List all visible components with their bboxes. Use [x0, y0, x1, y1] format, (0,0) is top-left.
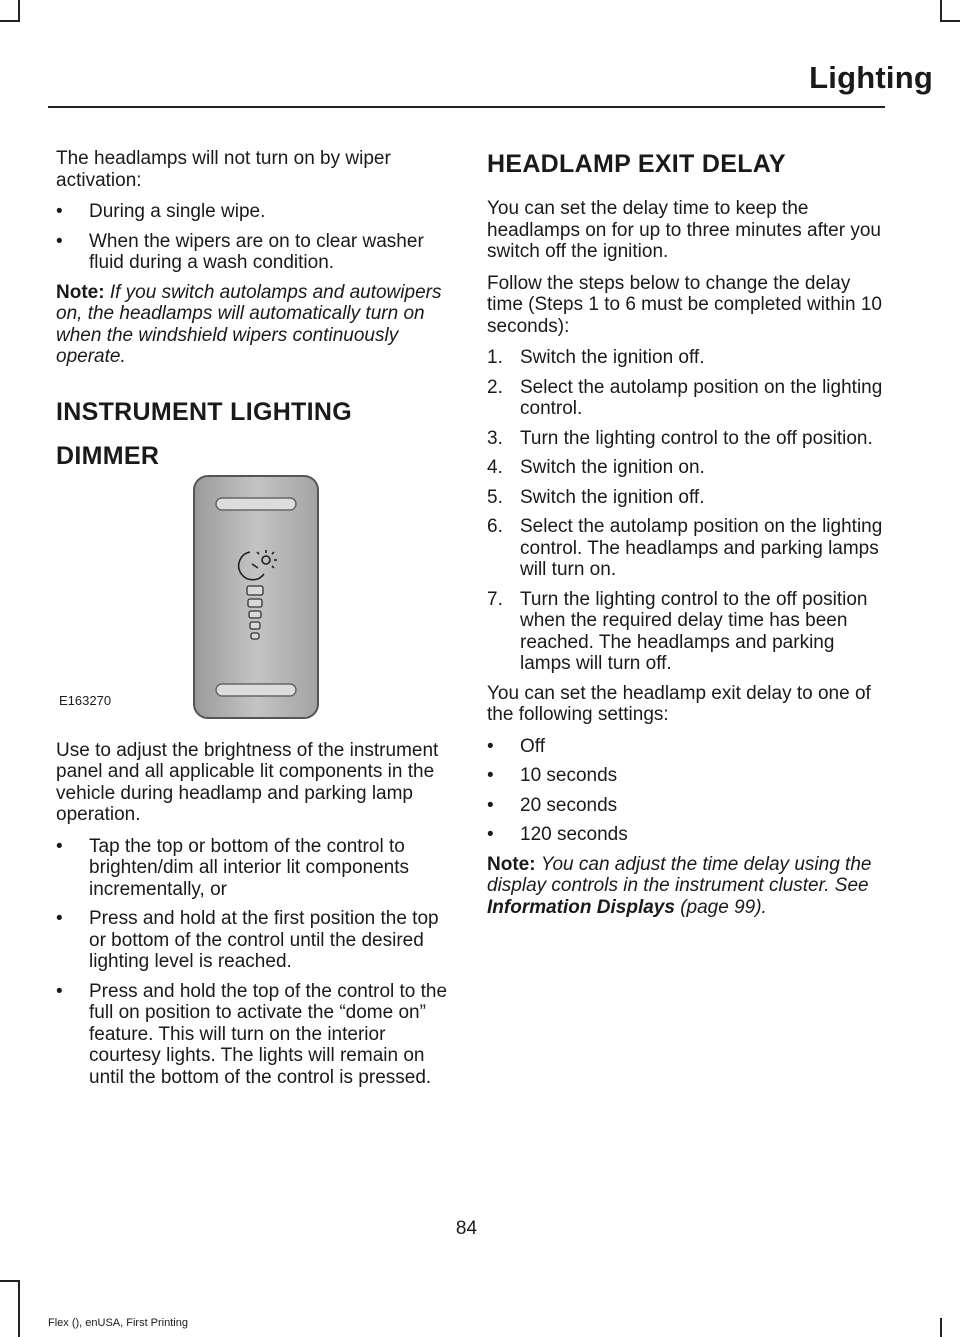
dimmer-bullet-list — [56, 836, 451, 1089]
crop-mark — [940, 1318, 942, 1337]
bullet-icon: • — [56, 230, 63, 252]
list-item: 2. Select the autolamp position on the lighting control. — [487, 376, 883, 419]
bullet-icon: • — [487, 735, 494, 757]
crop-mark — [0, 1280, 20, 1282]
edition-footer: Flex (), enUSA, First Printing — [48, 1317, 188, 1329]
right-column — [487, 148, 883, 928]
list-item: • 10 seconds — [487, 765, 618, 786]
note-label: Note: — [487, 853, 536, 875]
steps-list — [487, 347, 883, 675]
wiper-bullet-list — [56, 201, 451, 274]
list-item: • Press and hold at the first position the top or bottom of the control until the desired lighting level is reached. — [56, 908, 439, 972]
bullet-icon: • — [487, 765, 494, 786]
list-item: 6. Select the autolamp position on the lighting control. The headlamps and parking lamps will turn on. — [487, 516, 883, 580]
bullet-icon: • — [56, 908, 63, 929]
list-item: 3. Turn the lighting control to the off position. — [487, 427, 873, 449]
heading-dimmer: DIMMER — [56, 441, 160, 470]
crop-mark — [940, 0, 942, 22]
settings-list — [487, 736, 883, 846]
settings-intro: You can set the headlamp exit delay to one of the following settings: — [487, 682, 871, 725]
crop-mark — [0, 20, 20, 22]
bullet-icon: • — [56, 835, 63, 857]
crop-mark — [18, 1280, 20, 1337]
note-label: Note: — [56, 281, 105, 303]
list-item: • Off — [487, 735, 545, 757]
list-item: • 20 seconds — [487, 794, 618, 816]
bullet-icon: • — [56, 201, 63, 222]
section-title: Lighting — [809, 60, 933, 95]
bullet-icon: • — [487, 794, 494, 816]
crop-mark — [940, 20, 960, 22]
figure-code: E163270 — [59, 693, 112, 708]
heading-instrument-lighting: INSTRUMENT LIGHTING — [56, 397, 352, 426]
dimmer-figure — [56, 474, 451, 732]
page-reference: (page 99). — [674, 896, 767, 918]
list-item: • During a single wipe. — [56, 201, 266, 222]
crop-mark — [18, 0, 20, 22]
list-item: 5. Switch the ignition off. — [487, 486, 705, 508]
list-item: 7. Turn the lighting control to the off position when the required delay time has been reached. The headlamps and parking lamps will turn off. — [487, 588, 868, 674]
list-item: • When the wipers are on to clear washer fluid during a wash condition. — [56, 230, 424, 273]
wiper-intro: The headlamps will not turn on by wiper activation: — [56, 148, 391, 191]
note-text: If you switch autolamps and autowipers on, the headlamps will automatically turn on when the windshield wipers continuously operate. — [56, 281, 442, 367]
bullet-icon: • — [56, 980, 63, 1002]
list-item: 1. Switch the ignition off. — [487, 347, 705, 368]
header-rule — [48, 106, 885, 108]
dimmer-switch-illustration — [192, 474, 320, 720]
heading-headlamp-exit-delay: HEADLAMP EXIT DELAY — [487, 150, 786, 178]
steps-intro: Follow the steps below to change the delay time (Steps 1 to 6 must be completed within 10 seconds): — [487, 272, 882, 337]
information-displays-link[interactable]: Information Displays — [487, 896, 675, 918]
note-text: You can adjust the time delay using the display controls in the instrument cluster. See — [487, 853, 872, 896]
note-autolamps — [56, 282, 451, 368]
left-column — [56, 148, 451, 1096]
list-item: • 120 seconds — [487, 824, 628, 845]
list-item: • Press and hold the top of the control to the full on position to activate the “dome on” feature. This will turn on the interior courtesy lights. The lights will remain on until the bottom of the control is pressed. — [56, 980, 448, 1088]
list-item: • Tap the top or bottom of the control to brighten/dim all interior lit components incrementally, or — [56, 835, 409, 900]
note-time-delay — [487, 854, 883, 919]
exit-delay-intro: You can set the delay time to keep the headlamps on for up to three minutes after you switch off the ignition. — [487, 198, 881, 262]
bullet-icon: • — [487, 824, 494, 845]
page-number: 84 — [455, 1218, 478, 1239]
list-item: 4. Switch the ignition on. — [487, 457, 705, 478]
dimmer-description: Use to adjust the brightness of the instrument panel and all applicable lit components in the vehicle during headlamp and parking lamp operation. — [56, 739, 439, 825]
